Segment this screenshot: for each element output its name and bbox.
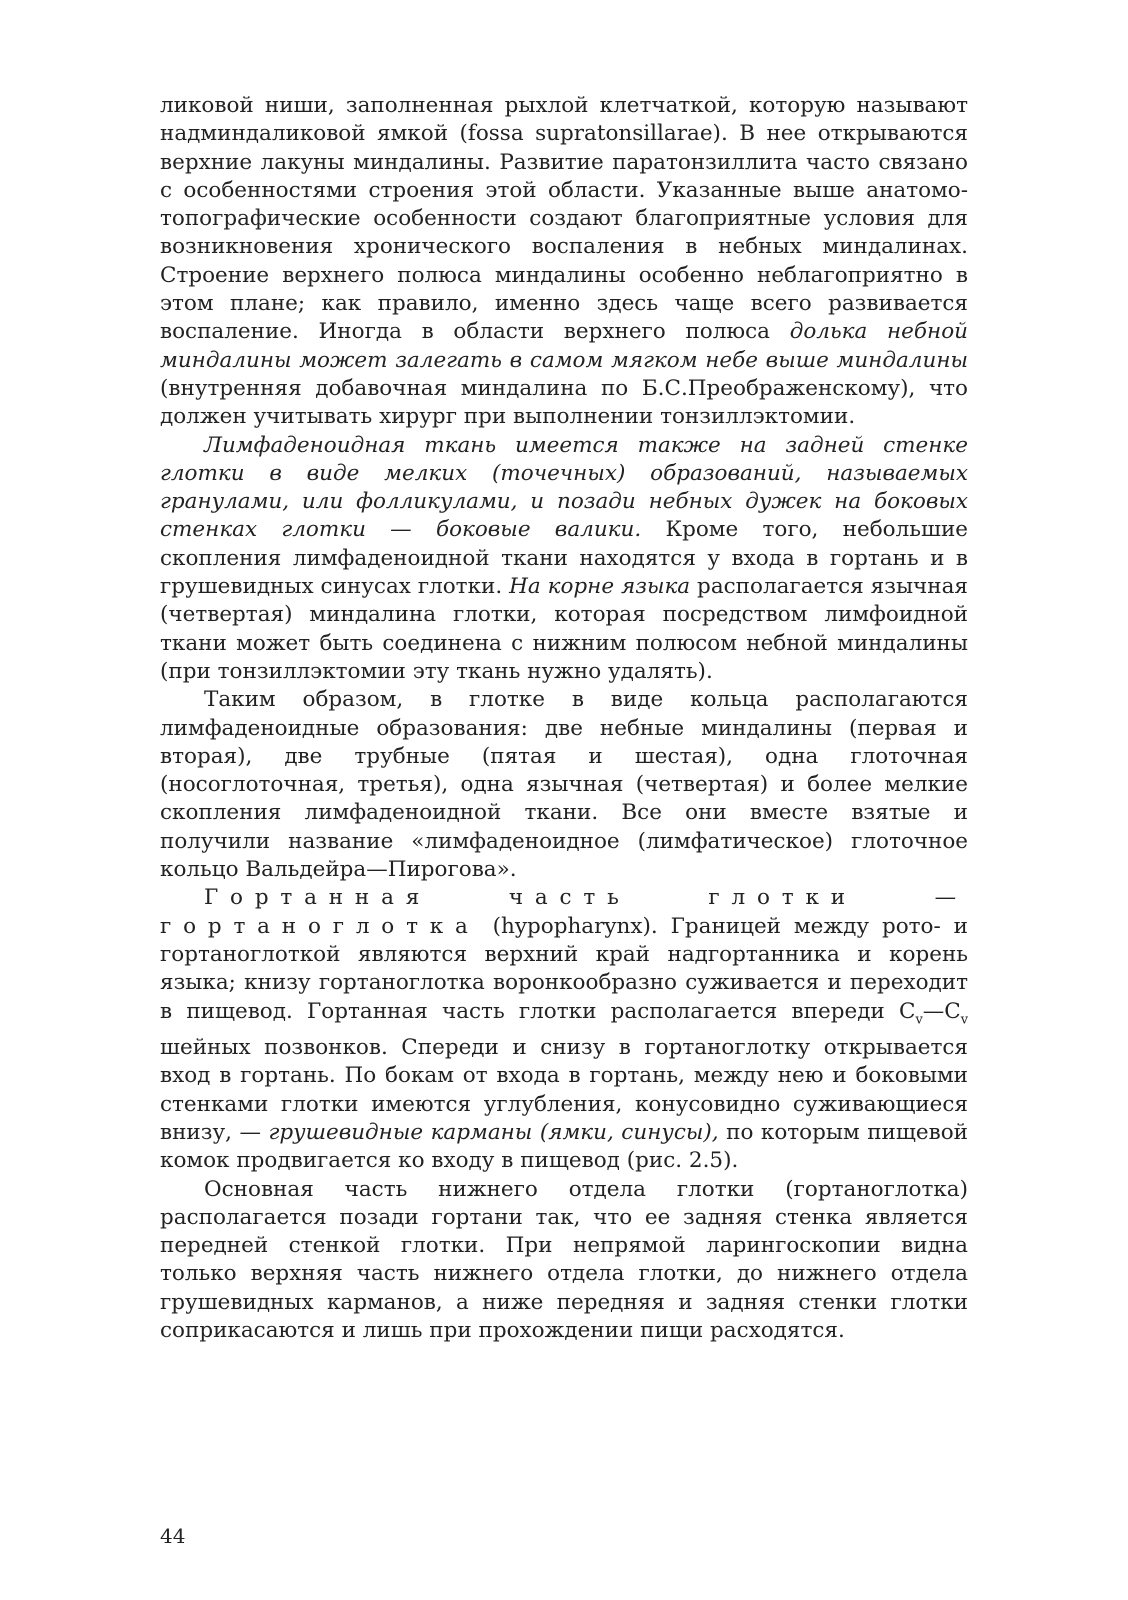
paragraph-4-text-3: по которым пищевой комок продвигается ко входу в пищевод (рис. 2.5).	[160, 1119, 968, 1174]
paragraph-1	[160, 92, 968, 432]
paragraph-2-emphasis-1: Лимфаденоидная ткань имеется также на задней стенке глотки в виде мелких (точечных) образований, называемых гранулами, или фолликулами, и позади небных дужек на боковых стенках глотки — боковые валики.	[160, 432, 968, 543]
section-term: Гортанная часть глотки — гортаноглотка	[160, 885, 968, 939]
paragraph-2-text-2: располагается язычная (четвертая) миндалина глотки, которая посредством лимфоидной ткани может быть соединена с нижним полюсом небной миндалины (при тонзиллэктомии эту ткань нужно удалять).	[160, 574, 968, 684]
paragraph-3-text: Таким образом, в глотке в виде кольца располагаются лимфаденоидные образования: две небные миндалины (первая и вторая), две трубные (пятая и шестая), одна глоточная (носоглоточная, третья), одна язычная (четвертая) и более мелкие скопления лимфаденоидной ткани. Все они вместе взятые и получили название «лимфаденоидное (лимфатическое) глоточное кольцо Вальдейра—Пирогова».	[160, 687, 968, 883]
paragraph-5	[160, 1176, 968, 1346]
paragraph-4-text-1: (hypopharynx). Границей между рото- и гортаноглоткой являются верхний край надгортанника и корень языка; книзу гортаноглотка воронкообразно суживается и переходит в пищевод. Гортанная часть глотки располагается впереди C	[160, 913, 968, 1024]
paragraph-1-text-1: ликовой ниши, заполненная рыхлой клетчаткой, которую называют надминдаликовой ямкой (fossa supratonsillarae). В нее открываются верхние лакуны миндалины. Развитие паратонзиллита часто связано с особенностями строения этой области. Указанные выше анатомо-топографические особенности создают благоприятные условия для возникновения хронического воспаления в небных миндалинах. Строение верхнего полюса миндалины особенно неблагоприятно в этом плане; как правило, именно здесь чаще всего развивается воспаление. Иногда в области верхнего полюса	[160, 93, 968, 345]
paragraph-5-text: Основная часть нижнего отдела глотки (гортаноглотка) располагается позади гортани так, что ее задняя стенка является передней стенкой глотки. При непрямой ларингоскопии видна только верхняя часть нижнего отдела глотки, до нижнего отдела грушевидных карманов, а ниже передняя и задняя стенки глотки соприкасаются и лишь при прохождении пищи расходятся.	[160, 1176, 968, 1344]
paragraph-4-dash: —C	[922, 998, 961, 1024]
paragraph-1-text-2: (внутренняя добавочная миндалина по Б.С.Преображенскому), что должен учитывать хирург при выполнении тонзиллэктомии.	[160, 375, 968, 430]
paragraph-2-emphasis-2: На корне языка	[509, 574, 691, 600]
paragraph-2	[160, 432, 968, 687]
page-body	[160, 92, 968, 1345]
paragraph-2-text-1: Кроме того, небольшие скопления лимфаденоидной ткани находятся у входа в гортань и в грушевидных синусах глотки.	[160, 517, 968, 600]
paragraph-1-emphasis: долька небной миндалины может залегать в самом мягком небе выше миндалины	[160, 319, 968, 373]
vertebra-subscript-1: v	[915, 1011, 923, 1027]
paragraph-3	[160, 686, 968, 884]
page-number: 44	[160, 1524, 186, 1548]
paragraph-4	[160, 884, 968, 1175]
paragraph-4-text-2: шейных позвонков. Спереди и снизу в гортаноглотку открывается вход в гортань. По бокам от входа в гортань, между нею и боковыми стенками глотки имеются углубления, конусовидно суживающиеся внизу, —	[160, 1035, 968, 1145]
paragraph-4-emphasis: грушевидные карманы (ямки, синусы),	[268, 1119, 719, 1145]
vertebra-subscript-2: v	[960, 1011, 968, 1027]
